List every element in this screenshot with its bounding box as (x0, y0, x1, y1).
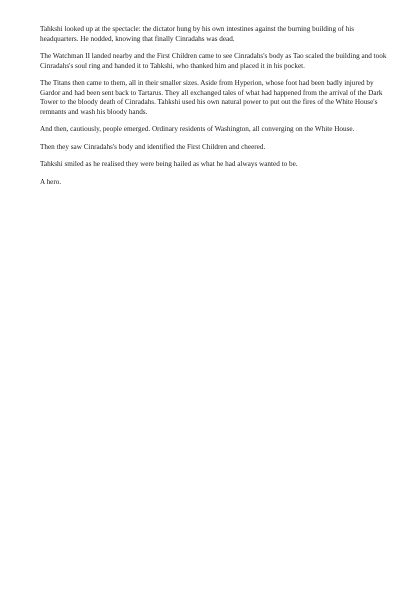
paragraph-7: A hero. (40, 177, 62, 186)
paragraph-1: Tahkshi looked up at the spectacle: the dictator hung by his own intestines against the burning building of his headquarters. He nodded, knowing that finally Cinradahs was dead. (40, 25, 355, 43)
paragraph-3: The Titans then came to them, all in their smaller sizes. Aside from Hyperion, whose foot had been badly injured by Gardor and had been sent back to Tartarus. They all exchanged tales of what had happened from the arrival of the Dark Tower to the bloody death of Cinradahs. Tahkshi used his own natural power to put out the fires of the White House's remnants and wash his bloody hands. (40, 79, 383, 116)
paragraph-5: Then they saw Cinradahs's body and identified the First Children and cheered. (40, 142, 266, 151)
document-body (40, 25, 390, 195)
paragraph-2: The Watchman II landed nearby and the First Children came to see Cinradahs's body as Tao scaled the building and took Cinradahs's soul ring and handed it to Tahkshi, who thanked him and placed it in his pocket. (40, 52, 387, 70)
paragraph-4: And then, cautiously, people emerged. Ordinary residents of Washington, all converging on the White House. (40, 125, 355, 133)
paragraph-6: Tahkshi smiled as he realised they were being hailed as what he had always wanted to be. (40, 160, 298, 168)
